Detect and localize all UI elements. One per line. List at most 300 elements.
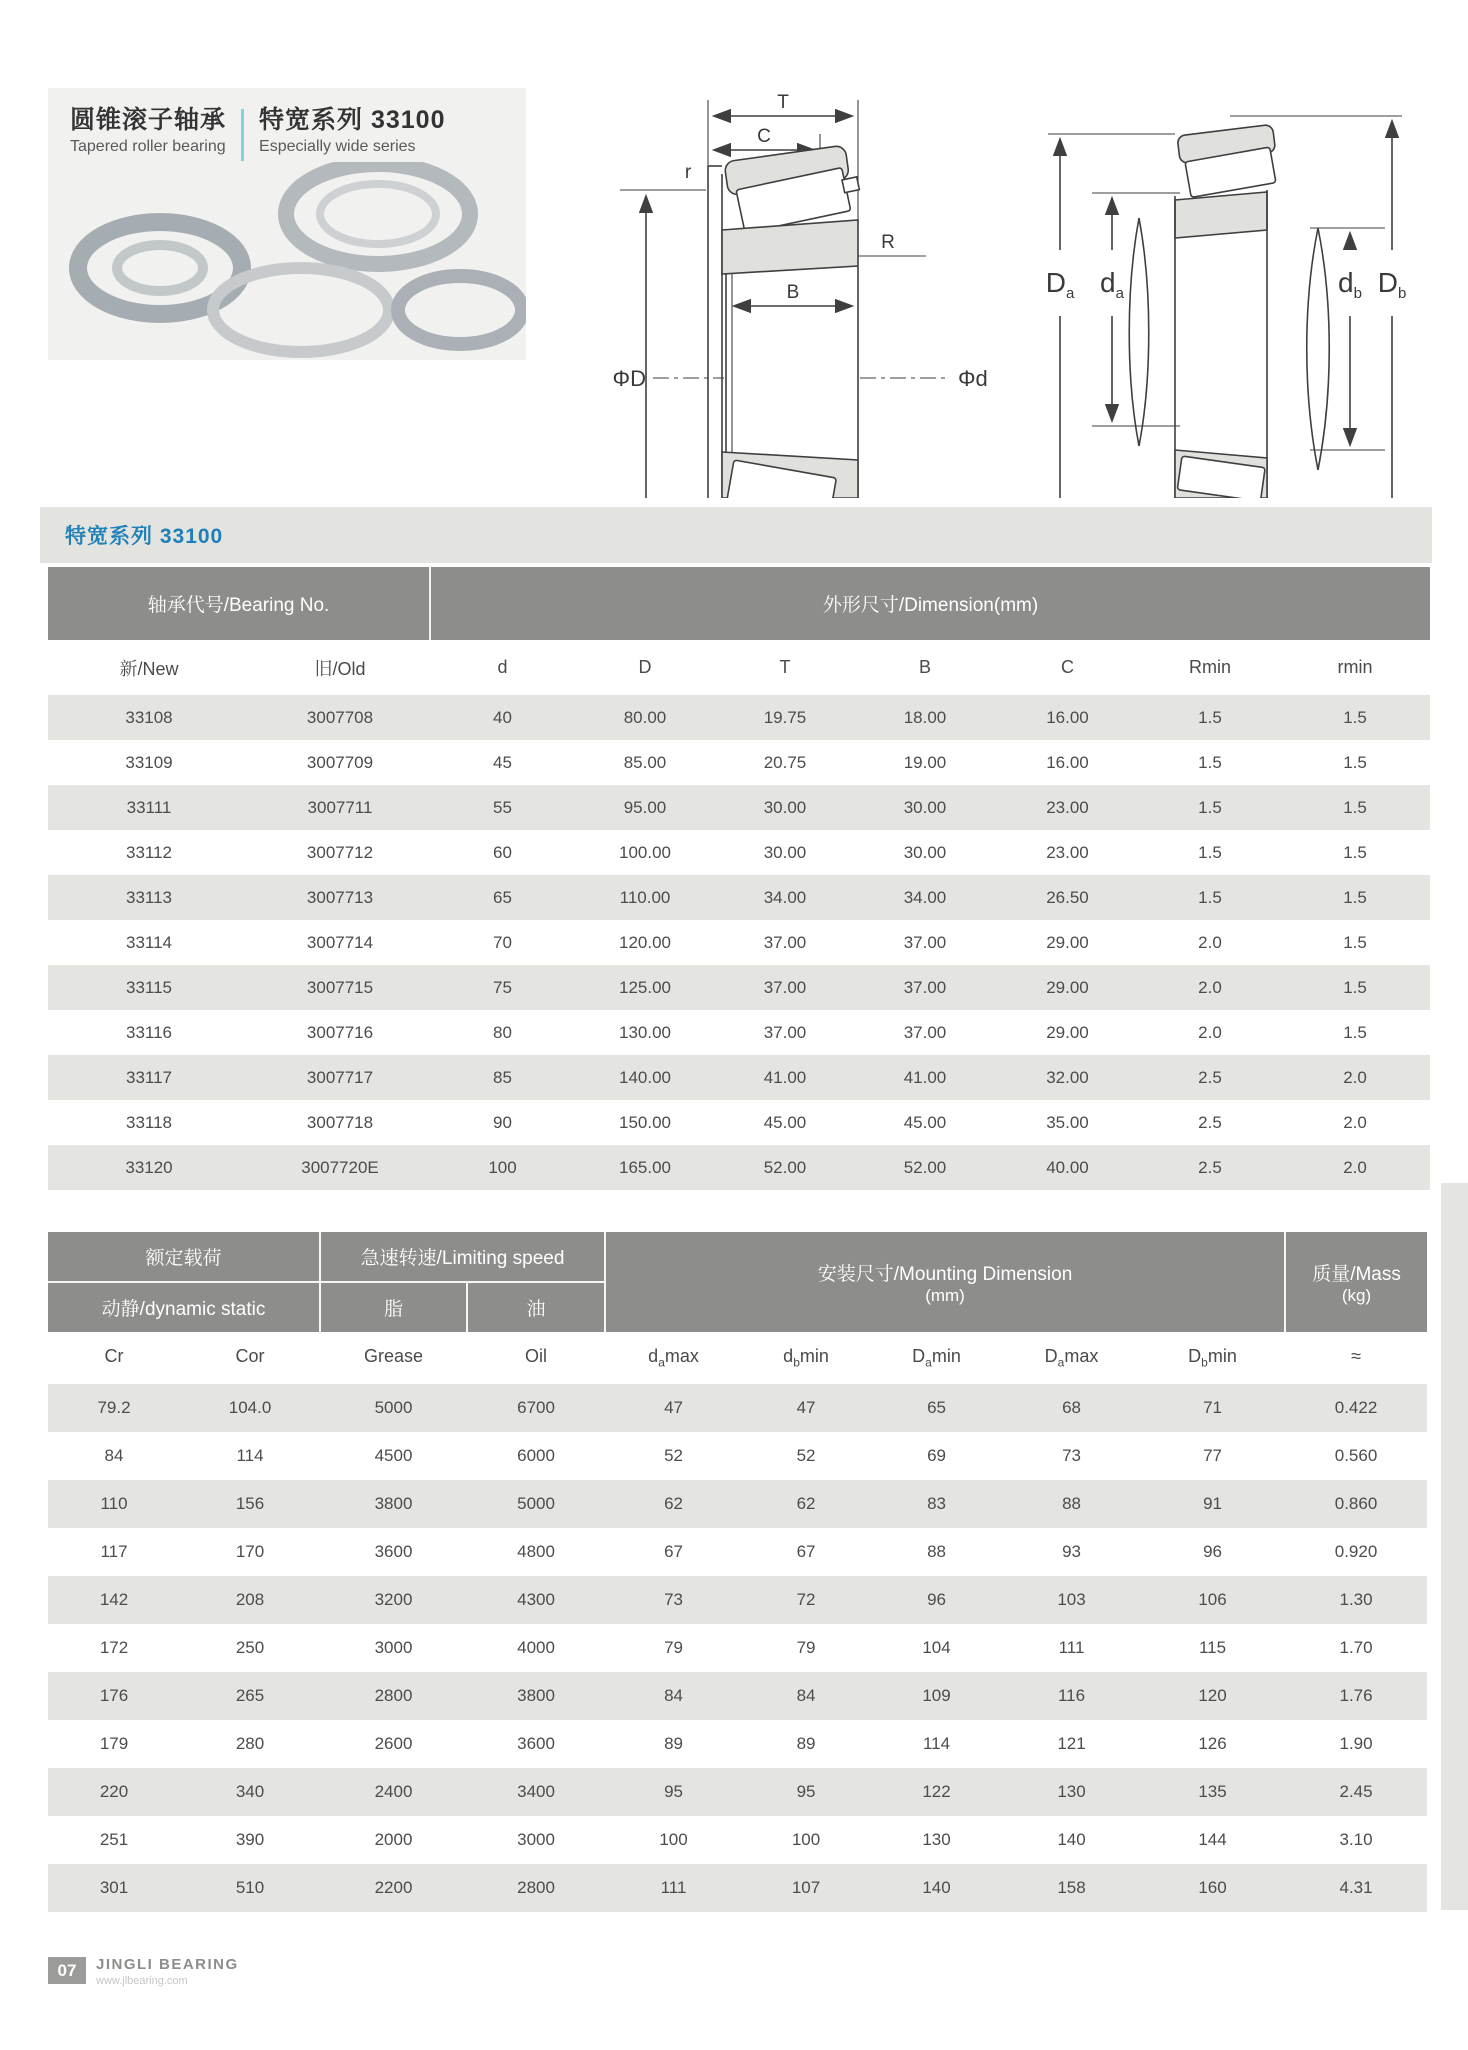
table-cell: 220 [99, 1782, 129, 1801]
table-cell: 4500 [374, 1446, 413, 1465]
dim-label-phiD: ΦD [612, 366, 646, 391]
table-cell: 72 [796, 1590, 816, 1609]
table-cell: 73 [664, 1590, 683, 1609]
table-cell: 3000 [374, 1638, 413, 1657]
dimension-group-header: 外形尺寸/Dimension(mm) [430, 567, 1430, 640]
table-row [48, 965, 1430, 1010]
column-header-C: C [995, 640, 1140, 695]
table-row [48, 1384, 1427, 1432]
column-header-d: d [430, 640, 575, 695]
limiting-speed-group-header: 急速转速/Limiting speed [320, 1232, 605, 1282]
table-cell: 4000 [517, 1638, 555, 1657]
table-cell: 70 [493, 932, 512, 952]
table-cell: 30.00 [763, 797, 807, 817]
table-cell: 30.00 [903, 842, 947, 862]
table-cell: 83 [927, 1494, 946, 1513]
mounting-dimension-diagram [1040, 78, 1460, 498]
table-cell: 142 [99, 1590, 129, 1609]
table-cell: 3200 [374, 1590, 413, 1609]
table-cell: 3600 [517, 1734, 555, 1753]
table1-group-header-row [48, 567, 1430, 640]
mounting-bearing-outline [1129, 124, 1329, 498]
table-row [48, 1816, 1427, 1864]
table-cell: 23.00 [1046, 797, 1089, 817]
table-cell: 33116 [125, 1022, 172, 1042]
table-cell: 510 [235, 1878, 265, 1897]
table-cell: 2.0 [1198, 977, 1222, 997]
page-footer [48, 1957, 239, 1987]
column-header-Cr: Cr [48, 1332, 180, 1384]
table-cell: 4300 [517, 1590, 555, 1609]
table-cell: 73 [1062, 1446, 1081, 1465]
table-cell: 126 [1198, 1734, 1227, 1753]
table-cell: 1.30 [1339, 1590, 1373, 1609]
table-cell: 100 [488, 1157, 517, 1177]
table-cell: 88 [927, 1542, 946, 1561]
table-cell: 130.00 [619, 1022, 671, 1042]
table-row [48, 1624, 1427, 1672]
table-cell: 37.00 [763, 977, 807, 997]
table-cell: 104.0 [228, 1398, 272, 1417]
table-cell: 3007720E [301, 1157, 379, 1177]
table-cell: 3007711 [307, 797, 373, 817]
series-title-en: Especially wide series [259, 137, 416, 155]
mass-group-header [1285, 1232, 1427, 1332]
table-cell: 80.00 [623, 707, 667, 727]
table-row [48, 1432, 1427, 1480]
table-cell: 3007715 [306, 977, 374, 997]
table-cell: 95.00 [623, 797, 667, 817]
table-row [48, 920, 1430, 965]
table-cell: 2.45 [1339, 1782, 1373, 1801]
table-cell: 150.00 [619, 1112, 671, 1132]
table-cell: 3007716 [306, 1022, 374, 1042]
table-cell: 67 [664, 1542, 683, 1561]
table-cell: 85 [493, 1067, 512, 1087]
dim-label-T: T [777, 92, 789, 113]
table-cell: 84 [664, 1686, 683, 1705]
table-cell: 125.00 [619, 977, 671, 997]
table-cell: 3007712 [306, 842, 374, 862]
table-cell: 4800 [517, 1542, 555, 1561]
page-title [70, 106, 445, 161]
table1-column-header-row [48, 640, 1430, 695]
table-cell: 41.00 [763, 1067, 807, 1087]
table-cell: 79 [796, 1638, 816, 1657]
product-photo-block [48, 88, 526, 360]
table-cell: 140 [1057, 1830, 1086, 1849]
table-cell: 79.2 [97, 1398, 131, 1417]
table-cell: 135 [1198, 1782, 1227, 1801]
table-cell: 251 [99, 1830, 129, 1849]
table-cell: 2.0 [1343, 1157, 1367, 1177]
table-cell: 208 [235, 1590, 265, 1609]
table-cell: 144 [1198, 1830, 1227, 1849]
table-cell: 2.0 [1343, 1112, 1367, 1132]
table-row [48, 1100, 1430, 1145]
table-cell: 3007714 [306, 932, 374, 952]
dim-label-da: $d_a$ [1100, 267, 1124, 302]
column-header-Rmin: Rmin [1140, 640, 1280, 695]
table-cell: 3.10 [1339, 1830, 1373, 1849]
table-cell: 4.31 [1339, 1878, 1373, 1897]
section-bearing-outline [653, 145, 950, 498]
table-cell: 1.5 [1343, 707, 1367, 727]
table-row [48, 785, 1430, 830]
table-cell: 52.00 [763, 1157, 807, 1177]
mounting-dimension-unit: (mm) [925, 1285, 965, 1305]
table-cell: 55 [493, 797, 512, 817]
table-cell: 3007718 [306, 1112, 374, 1132]
table-cell: 33115 [125, 977, 172, 997]
table-cell: 1.5 [1198, 842, 1222, 862]
table-cell: 5000 [374, 1398, 413, 1417]
table-cell: 170 [235, 1542, 265, 1561]
table-cell: 69 [927, 1446, 946, 1465]
table-row [48, 830, 1430, 875]
column-header-D: D [575, 640, 715, 695]
table-cell: 1.90 [1339, 1734, 1373, 1753]
table-cell: 117 [100, 1542, 128, 1561]
table-row [48, 875, 1430, 920]
table-cell: 3007708 [306, 707, 374, 727]
table-cell: 2600 [374, 1734, 413, 1753]
table-cell: 65 [927, 1398, 946, 1417]
table-cell: 5000 [517, 1494, 555, 1513]
table-cell: 1.5 [1343, 1022, 1367, 1042]
table-cell: 34.00 [903, 887, 947, 907]
table-cell: 121 [1057, 1734, 1086, 1753]
grease-subheader: 脂 [320, 1282, 467, 1332]
table-cell: 179 [99, 1734, 129, 1753]
table-cell: 158 [1057, 1878, 1086, 1897]
table-cell: 37.00 [903, 932, 947, 952]
table-row [48, 695, 1430, 740]
bearing-product-photo [48, 162, 526, 360]
table-cell: 84 [104, 1446, 124, 1465]
table-cell: 33120 [125, 1157, 173, 1177]
rated-load-group-header: 额定载荷 [48, 1232, 320, 1282]
table-cell: 75 [493, 977, 512, 997]
table-cell: 3400 [517, 1782, 555, 1801]
table-cell: 45 [493, 752, 512, 772]
table-cell: 140 [922, 1878, 951, 1897]
table-cell: 90 [493, 1112, 512, 1132]
table-cell: 52 [796, 1446, 816, 1465]
table-cell: 1.5 [1343, 887, 1367, 907]
table-cell: 2800 [374, 1686, 413, 1705]
table-cell: 1.5 [1343, 977, 1367, 997]
table-cell: 172 [99, 1638, 129, 1657]
table-cell: 160 [1198, 1878, 1227, 1897]
column-header-rmin: rmin [1280, 640, 1430, 695]
table-cell: 95 [664, 1782, 683, 1801]
table-cell: 109 [922, 1686, 951, 1705]
table-row [48, 1864, 1427, 1912]
table-cell: 20.75 [763, 752, 807, 772]
table-cell: 33118 [125, 1112, 172, 1132]
table-cell: 0.860 [1334, 1494, 1378, 1513]
table-cell: 2.5 [1198, 1112, 1222, 1132]
table-cell: 100 [659, 1830, 688, 1849]
brand-block [96, 1957, 239, 1987]
table-cell: 33109 [125, 752, 173, 772]
table-row [48, 1145, 1430, 1190]
table-cell: 37.00 [903, 977, 947, 997]
table-cell: 100.00 [619, 842, 671, 862]
table-cell: 130 [1057, 1782, 1086, 1801]
table-row [48, 1055, 1430, 1100]
table-cell: 111 [660, 1878, 687, 1897]
section-banner [40, 507, 1432, 563]
table-cell: 2.0 [1343, 1067, 1367, 1087]
table-cell: 2.5 [1198, 1067, 1222, 1087]
table-cell: 80 [493, 1022, 512, 1042]
table-cell: 33113 [125, 887, 172, 907]
table-cell: 3000 [517, 1830, 555, 1849]
mass-label: 质量/Mass [1312, 1263, 1401, 1285]
table-cell: 116 [1057, 1686, 1086, 1705]
dimension-table [48, 567, 1430, 1190]
table-cell: 104 [922, 1638, 951, 1657]
table-cell: 3007709 [306, 752, 374, 772]
load-mounting-table [48, 1232, 1427, 1912]
table-row [48, 1672, 1427, 1720]
table-cell: 1.5 [1343, 752, 1367, 772]
table-cell: 103 [1057, 1590, 1086, 1609]
table-cell: 62 [796, 1494, 816, 1513]
table-cell: 2800 [517, 1878, 555, 1897]
table-cell: 2.5 [1198, 1157, 1222, 1177]
section-banner-title: 特宽系列 33100 [65, 525, 224, 548]
table-cell: 176 [99, 1686, 129, 1705]
product-title-en: Tapered roller bearing [70, 137, 226, 155]
table-cell: 3800 [517, 1686, 555, 1705]
table-cell: 250 [235, 1638, 265, 1657]
table-row [48, 1480, 1427, 1528]
table-cell: 6000 [517, 1446, 555, 1465]
table-cell: 1.5 [1343, 842, 1367, 862]
table-cell: 91 [1203, 1494, 1222, 1513]
table-cell: 60 [493, 842, 512, 862]
table-cell: 65 [493, 887, 512, 907]
table-cell: 47 [796, 1398, 816, 1417]
table-cell: 2.0 [1198, 1022, 1222, 1042]
table-cell: 3600 [374, 1542, 413, 1561]
table-cell: 33114 [125, 932, 172, 952]
table-cell: 0.920 [1334, 1542, 1378, 1561]
table-row [48, 1576, 1427, 1624]
table-cell: 16.00 [1046, 707, 1089, 727]
series-title-cn: 特宽系列 33100 [259, 106, 446, 134]
column-header-Damax: $D_a\max$ [1003, 1332, 1140, 1384]
bearing-section-diagram [558, 78, 1028, 498]
oil-subheader: 油 [467, 1282, 605, 1332]
table-cell: 1.5 [1198, 797, 1222, 817]
table-cell: 106 [1198, 1590, 1227, 1609]
table-cell: 1.70 [1339, 1638, 1373, 1657]
brand-name: JINGLI BEARING [96, 1956, 239, 1973]
table-cell: 62 [664, 1494, 683, 1513]
bearing-no-group-header: 轴承代号/Bearing No. [48, 567, 430, 640]
table-cell: 111 [1058, 1638, 1085, 1657]
table-cell: 33117 [125, 1067, 172, 1087]
table-cell: 77 [1203, 1446, 1222, 1465]
table-cell: 29.00 [1046, 977, 1089, 997]
table-cell: 29.00 [1046, 1022, 1089, 1042]
table-cell: 280 [235, 1734, 265, 1753]
column-header-dbmin: $d_b\min$ [742, 1332, 870, 1384]
table-row [48, 1720, 1427, 1768]
table-cell: 84 [796, 1686, 816, 1705]
table-cell: 2400 [374, 1782, 413, 1801]
table-row [48, 1768, 1427, 1816]
table-cell: 68 [1062, 1398, 1081, 1417]
dim-label-db: $d_b$ [1338, 267, 1362, 302]
table-cell: 37.00 [903, 1022, 947, 1042]
table-cell: 0.422 [1334, 1398, 1378, 1417]
table-cell: 3800 [374, 1494, 413, 1513]
table-cell: 29.00 [1046, 932, 1089, 952]
table-cell: 30.00 [903, 797, 947, 817]
table-cell: 96 [1203, 1542, 1222, 1561]
table-cell: 130 [922, 1830, 951, 1849]
table-cell: 6700 [517, 1398, 555, 1417]
table-cell: 71 [1203, 1398, 1222, 1417]
table-cell: 37.00 [763, 1022, 807, 1042]
table-cell: 40.00 [1046, 1157, 1089, 1177]
table-cell: 110 [100, 1494, 128, 1513]
table-cell: 265 [235, 1686, 265, 1705]
mounting-dimension-group-header [605, 1232, 1285, 1332]
column-header-T: T [715, 640, 855, 695]
mass-unit: (kg) [1341, 1285, 1372, 1305]
table-cell: 67 [796, 1542, 816, 1561]
table-cell: 100 [791, 1830, 821, 1849]
table-cell: 110.00 [619, 887, 671, 907]
table-cell: 19.00 [903, 752, 947, 772]
column-header-oil: Oil [467, 1332, 605, 1384]
table-cell: 33112 [125, 842, 172, 862]
table-cell: 16.00 [1046, 752, 1089, 772]
mounting-dimension-label: 安装尺寸/Mounting Dimension [817, 1263, 1073, 1285]
table-cell: 140.00 [619, 1067, 671, 1087]
table-cell: 85.00 [623, 752, 667, 772]
table2-group-header-row1 [48, 1232, 1427, 1282]
table-cell: 32.00 [1046, 1067, 1089, 1087]
brand-website: www.jlbearing.com [96, 1974, 188, 1987]
table-cell: 114 [236, 1446, 264, 1465]
table-cell: 35.00 [1046, 1112, 1089, 1132]
table-cell: 33108 [125, 707, 173, 727]
table-cell: 89 [796, 1734, 816, 1753]
column-header-Damin: $D_a\min$ [870, 1332, 1003, 1384]
column-header-Cor: Cor [180, 1332, 320, 1384]
table-row [48, 740, 1430, 785]
table-cell: 1.5 [1198, 707, 1222, 727]
table2-column-header-row [48, 1332, 1427, 1384]
column-header-B: B [855, 640, 995, 695]
table-cell: 114 [922, 1734, 951, 1753]
table-cell: 23.00 [1046, 842, 1089, 862]
table-cell: 96 [927, 1590, 946, 1609]
table-cell: 3007713 [306, 887, 374, 907]
table-cell: 165.00 [619, 1157, 671, 1177]
table-cell: 89 [664, 1734, 683, 1753]
product-title-group [70, 106, 226, 156]
table-cell: 52 [664, 1446, 683, 1465]
product-title-cn: 圆锥滚子轴承 [70, 106, 227, 134]
table-cell: 2000 [374, 1830, 413, 1849]
table-cell: 122 [922, 1782, 951, 1801]
table-row [48, 1010, 1430, 1055]
dynamic-static-subheader: 动静/dynamic static [48, 1282, 320, 1332]
dim-label-B: B [786, 282, 800, 303]
column-header-Dbmin: $D_b\min$ [1140, 1332, 1285, 1384]
dim-label-Db: $D_b$ [1377, 267, 1407, 302]
table-cell: 156 [235, 1494, 265, 1513]
series-title-group [259, 106, 445, 156]
table-cell: 30.00 [763, 842, 807, 862]
table-cell: 2.0 [1198, 932, 1222, 952]
table-cell: 301 [99, 1878, 129, 1897]
dim-label-R: R [881, 232, 895, 253]
table-cell: 52.00 [903, 1157, 947, 1177]
dim-label-phid: Φd [958, 366, 988, 391]
table-cell: 1.5 [1343, 932, 1367, 952]
table-cell: 45.00 [763, 1112, 807, 1132]
right-margin-band [1441, 1183, 1468, 1910]
table-cell: 120 [1198, 1686, 1227, 1705]
table-cell: 0.560 [1334, 1446, 1378, 1465]
table-cell: 45.00 [903, 1112, 947, 1132]
table-cell: 2200 [374, 1878, 413, 1897]
table-cell: 1.5 [1343, 797, 1367, 817]
table-cell: 79 [664, 1638, 683, 1657]
table-cell: 18.00 [903, 707, 947, 727]
table-cell: 1.76 [1339, 1686, 1373, 1705]
table-cell: 340 [235, 1782, 265, 1801]
table-cell: 47 [664, 1398, 683, 1417]
table-cell: 26.50 [1046, 887, 1089, 907]
table-cell: 93 [1062, 1542, 1081, 1561]
table-cell: 19.75 [763, 707, 807, 727]
table-cell: 95 [796, 1782, 816, 1801]
table-cell: 41.00 [903, 1067, 947, 1087]
column-header-damax: $d_a\max$ [605, 1332, 742, 1384]
table-cell: 40 [493, 707, 512, 727]
table-cell: 34.00 [763, 887, 807, 907]
table-row [48, 1528, 1427, 1576]
page-number: 07 [48, 1957, 86, 1984]
table-cell: 1.5 [1198, 887, 1222, 907]
table-cell: 120.00 [619, 932, 671, 952]
dim-label-r: r [684, 162, 692, 183]
table-cell: 33111 [126, 797, 172, 817]
dim-label-Da: $D_a$ [1045, 267, 1075, 302]
title-divider [241, 109, 244, 161]
table-cell: 115 [1198, 1638, 1227, 1657]
table-cell: 390 [235, 1830, 265, 1849]
column-header-grease: Grease [320, 1332, 467, 1384]
column-header-new: 新/New [48, 640, 250, 695]
table-cell: 1.5 [1198, 752, 1222, 772]
table-cell: 37.00 [763, 932, 807, 952]
table-cell: 107 [791, 1878, 821, 1897]
table-cell: 3007717 [306, 1067, 374, 1087]
dim-label-C: C [757, 126, 771, 147]
column-header-old: 旧/Old [250, 640, 430, 695]
